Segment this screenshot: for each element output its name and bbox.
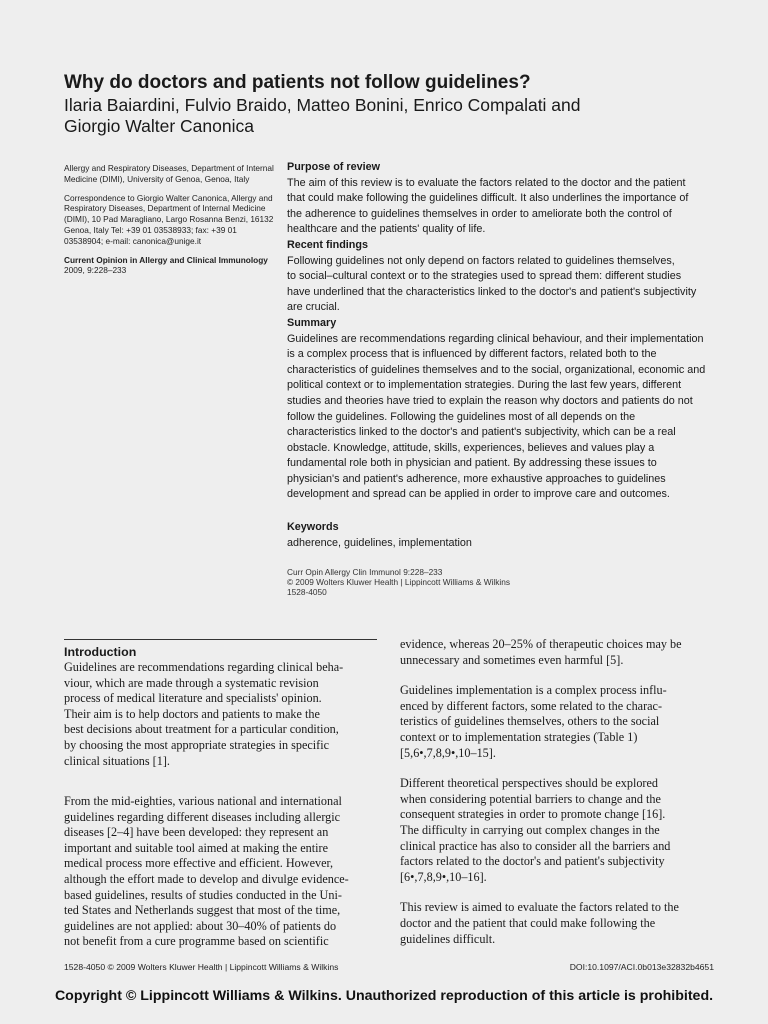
body-line: consequent strategies in order to promote change [16]. (400, 807, 666, 822)
body-line: not benefit from a cure programme based on scientific (64, 934, 329, 949)
footer-issn: 1528-4050 © 2009 Wolters Kluwer Health | Lippincott Williams & Wilkins (64, 962, 339, 972)
journal-name: Current Opinion in Allergy and Clinical Immunology (64, 254, 268, 265)
body-line: ted States and Netherlands suggest that most of the time, (64, 903, 341, 918)
body-line: Different theoretical perspectives should be explored (400, 776, 658, 791)
body-line: important and suitable tool aimed at making the entire (64, 840, 328, 855)
body-line: viour, which are made through a systematic revision (64, 675, 319, 690)
body-line: The difficulty in carrying out complex changes in the (400, 822, 660, 837)
abstract-line: studies and theories have tried to explain the reason why doctors and patients do not (287, 394, 693, 407)
body-line: based guidelines, results of studies conducted in the Uni- (64, 887, 342, 902)
body-line: guidelines difficult. (400, 931, 496, 946)
contact-text: Tel: +39 01 03538933; fax: +39 01 03538904; e-mail: canonica@unige.it (64, 224, 237, 246)
right-column (400, 637, 716, 962)
body-line: clinical situations [1]. (64, 753, 170, 768)
body-line: diseases [2–4] have been developed: they represent an (64, 825, 329, 840)
affiliation-text: Allergy and Respiratory Diseases, Department of Internal Medicine (DIMI), University of Genoa, Genoa, Italy (64, 163, 274, 184)
abstract-line: obstacle. Knowledge, attitude, skills, experiences, believes and values play a (287, 441, 655, 454)
affiliation-sidebar (64, 163, 274, 284)
body-line: by choosing the most appropriate strategies in specific (64, 737, 330, 752)
body-line: unnecessary and sometimes even harmful [5]. (400, 652, 624, 667)
body-line: This review is aimed to evaluate the factors related to the (400, 900, 679, 915)
intro-paragraph-2 (64, 794, 380, 950)
abstract-line: is a complex process that is influenced by different factors, related both to the (287, 348, 657, 361)
abstract-line: Following guidelines not only depend on factors related to guidelines themselves, (287, 254, 675, 267)
abstract-line: that could make following the guidelines difficult. It also underlines the importance of (287, 192, 689, 205)
body-line: medical process more effective and efficient. However, (64, 856, 334, 871)
copyright-notice: Copyright © Lippincott Williams & Wilkins. Unauthorized reproduction of this article is prohibited. (54, 988, 714, 1004)
purpose-heading: Purpose of review (287, 161, 381, 173)
correspondence-block (64, 193, 274, 247)
body-line: Guidelines implementation is a complex process influ- (400, 683, 667, 698)
section-divider (64, 639, 377, 640)
introduction-heading: Introduction (64, 645, 137, 659)
findings-text (287, 254, 727, 316)
abstract-line: healthcare and the patients' quality of life. (287, 223, 486, 236)
right-paragraph-1 (400, 637, 716, 668)
findings-heading: Recent findings (287, 238, 368, 251)
summary-heading: Summary (287, 316, 337, 329)
body-line: clinical practice has also to consider all the barriers and (400, 838, 671, 853)
abstract (287, 160, 727, 503)
keywords-text: adherence, guidelines, implementation (287, 537, 472, 549)
body-line: process of medical literature and specialists' opinion. (64, 691, 322, 706)
body-line: guidelines are not applied: about 30–40% of patients do (64, 918, 337, 933)
abstract-line: characteristics linked to the doctor's and patient's subjectivity, which can be a real (287, 426, 676, 439)
right-paragraph-4 (400, 900, 716, 947)
body-line: Their aim is to help doctors and patients to make the (64, 706, 320, 721)
citation-block (287, 567, 510, 597)
abstract-line: follow the guidelines. Following the guidelines most of all depends on the (287, 410, 636, 423)
correspondence-text: Correspondence to Giorgio Walter Canonica, Allergy and Respiratory Diseases, Department of Internal Medicine (DIMI), 10 Pad Maragliano, Largo Rosanna Benzi, 16132 Genoa, Italy (64, 192, 274, 235)
author-list (64, 95, 684, 137)
journal-reference (64, 255, 274, 277)
journal-issue: 2009, 9:228–233 (64, 265, 127, 276)
body-line: [5,6•,7,8,9•,10–15]. (400, 745, 496, 760)
citation-line: Curr Opin Allergy Clin Immunol 9:228–233 (287, 567, 443, 577)
keywords-heading: Keywords (287, 521, 339, 533)
abstract-line: are crucial. (287, 301, 340, 314)
abstract-line: characteristics of guidelines themselves and to the social, organizational, economic and (287, 363, 706, 376)
footer-doi: DOI:10.1097/ACI.0b013e32832b4651 (569, 962, 714, 972)
body-line: context or to implementation strategies (Table 1) (400, 729, 638, 744)
author-line: Ilaria Baiardini, Fulvio Braido, Matteo Bonini, Enrico Compalati and (64, 95, 581, 115)
body-line: Guidelines are recommendations regarding clinical beha- (64, 660, 344, 674)
summary-text (287, 332, 727, 504)
body-line: best decisions about treatment for a particular condition, (64, 722, 339, 737)
body-line: teristics of guidelines themselves, others to the social (400, 714, 660, 729)
keywords-block (287, 519, 472, 551)
purpose-text (287, 176, 727, 238)
right-paragraph-2 (400, 683, 716, 761)
body-line: enced by different factors, some related to the charac- (400, 698, 663, 713)
abstract-line: have underlined that the characteristics linked to the doctor's and patient's subjectivity (287, 285, 697, 298)
abstract-line: the adherence to guidelines themselves in order to ameliorate both the control of (287, 207, 672, 220)
body-line: [6•,7,8,9•,10–16]. (400, 869, 487, 884)
body-line: when considering potential barriers to change and the (400, 791, 661, 806)
abstract-line: to social–cultural context or to the strategies used to spread them: different studies (287, 270, 682, 283)
body-line: From the mid-eighties, various national and international (64, 794, 342, 808)
intro-paragraph-1 (64, 660, 380, 769)
right-paragraph-3 (400, 776, 716, 885)
body-line: although the effort made to develop and divulge evidence- (64, 871, 349, 886)
article-title: Why do doctors and patients not follow guidelines? (64, 72, 531, 93)
body-line: factors related to the doctor's and patient's subjectivity (400, 854, 665, 869)
abstract-line: The aim of this review is to evaluate the factors related to the doctor and the patient (287, 176, 686, 189)
abstract-line: physician's and patient's adherence, more exhaustive approaches to guidelines (287, 472, 666, 485)
citation-line: 1528-4050 (287, 587, 327, 597)
citation-line: © 2009 Wolters Kluwer Health | Lippincott Williams & Wilkins (287, 577, 510, 587)
author-line: Giorgio Walter Canonica (64, 116, 254, 136)
body-line: doctor and the patient that could make following the (400, 915, 656, 930)
body-line: guidelines regarding different diseases including allergic (64, 809, 341, 824)
abstract-line: development and spread can be applied in order to improve care and outcomes. (287, 488, 670, 501)
abstract-line: political context or to implementation strategies. During the last few years, different (287, 379, 682, 392)
abstract-line: Guidelines are recommendations regarding clinical behaviour, and their implementation (287, 332, 704, 345)
abstract-line: fundamental role both in physician and patient. By addressing these issues to (287, 457, 657, 470)
body-line: evidence, whereas 20–25% of therapeutic choices may be (400, 637, 682, 651)
